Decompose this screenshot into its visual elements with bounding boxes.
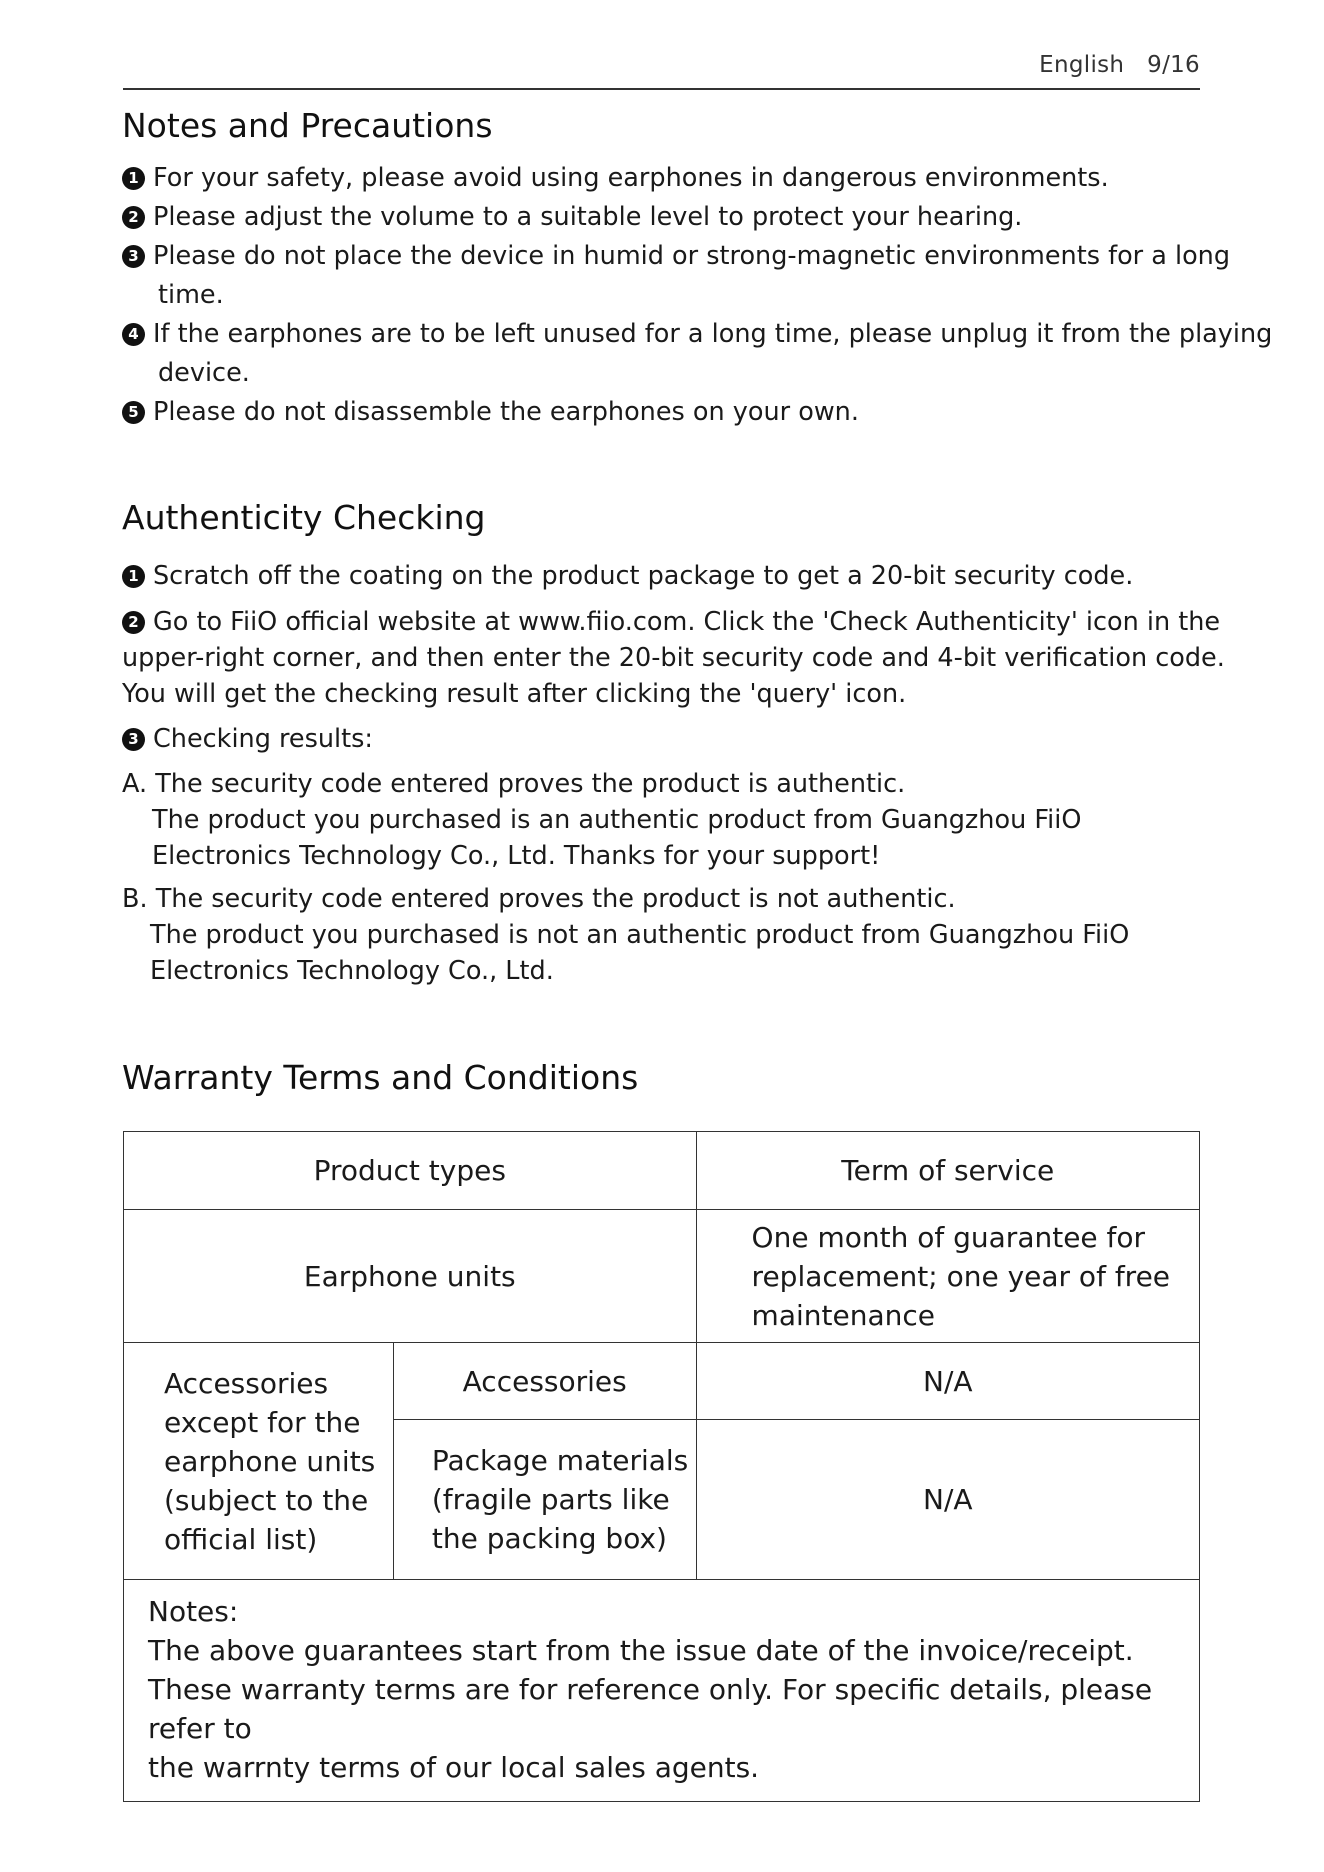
notes-item-3: 3 Please do not place the device in humid or strong-magnetic environments for a long [122,238,1230,274]
auth-step-2-line-3: You will get the checking result after clicking the 'query' icon. [122,679,907,709]
number-2-icon: 2 [122,206,145,229]
header-term-of-service: Term of service [696,1132,1199,1210]
auth-step-2-line-2: upper-right corner, and then enter the 20-bit security code and 4-bit verification code. [122,643,1225,673]
package-materials-term: N/A [696,1420,1199,1580]
accessories-group-label: Accessories except for the earphone units (subject to the official list) [124,1343,394,1580]
notes-item-4: 4 If the earphones are to be left unused for a long time, please unplug it from the playing [122,316,1272,352]
number-1-icon: 1 [122,565,145,588]
table-row [124,1132,1200,1210]
earphone-units-label: Earphone units [124,1210,697,1343]
notes-item-5: 5 Please do not disassemble the earphones on your own. [122,394,859,430]
result-b-heading: B. The security code entered proves the product is not authentic. [122,884,956,914]
auth-step-3: 3 Checking results: [122,721,373,757]
auth-step-1: 1 Scratch off the coating on the product package to get a 20-bit security code. [122,558,1133,594]
number-5-icon: 5 [122,401,145,424]
table-row [124,1343,1200,1420]
page-indicator: English 9/16 [1039,52,1200,78]
result-a-line-2: The product you purchased is an authentic product from Guangzhou FiiO [152,805,1082,835]
earphone-units-term: One month of guarantee for replacement; one year of free maintenance [696,1210,1199,1343]
accessories-label: Accessories [393,1343,696,1420]
result-a-heading: A. The security code entered proves the product is authentic. [122,769,906,799]
page-header [123,50,1200,90]
result-b-line-3: Electronics Technology Co., Ltd. [150,956,554,986]
authenticity-title: Authenticity Checking [122,498,486,537]
warranty-table [123,1131,1200,1802]
number-3-icon: 3 [122,728,145,751]
warranty-notes: Notes: The above guarantees start from the issue date of the invoice/receipt. These warranty terms are for reference only. For specific details, please refer to the warrnty terms of our local sales agents. [124,1580,1200,1802]
number-3-icon: 3 [122,245,145,268]
table-row [124,1580,1200,1802]
notes-item-3-cont: time. [158,280,224,310]
auth-step-2: 2 Go to FiiO official website at www.fiio.com. Click the 'Check Authenticity' icon in the [122,604,1220,640]
number-4-icon: 4 [122,323,145,346]
notes-item-4-cont: device. [158,358,250,388]
warranty-title: Warranty Terms and Conditions [122,1058,639,1097]
number-2-icon: 2 [122,611,145,634]
notes-title: Notes and Precautions [122,106,493,145]
accessories-term: N/A [696,1343,1199,1420]
package-materials-label: Package materials (fragile parts like the packing box) [393,1420,696,1580]
result-a-line-3: Electronics Technology Co., Ltd. Thanks for your support! [152,841,881,871]
number-1-icon: 1 [122,167,145,190]
header-product-types: Product types [124,1132,697,1210]
notes-item-2: 2 Please adjust the volume to a suitable level to protect your hearing. [122,199,1022,235]
notes-item-1: 1 For your safety, please avoid using earphones in dangerous environments. [122,160,1109,196]
result-b-line-2: The product you purchased is not an authentic product from Guangzhou FiiO [150,920,1130,950]
table-row [124,1210,1200,1343]
